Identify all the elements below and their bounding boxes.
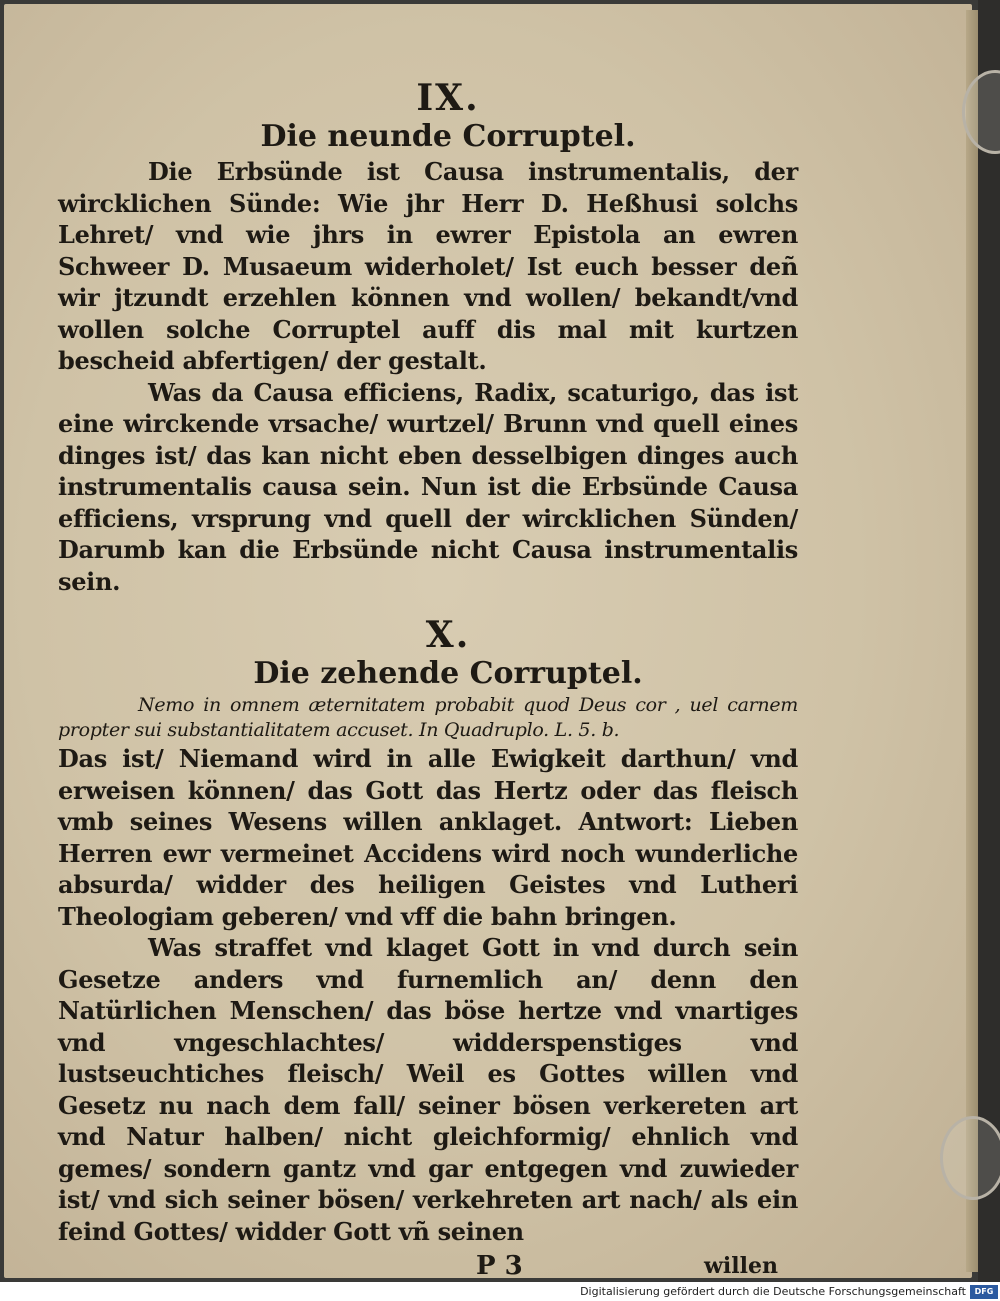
section-ix-paragraph-1: Die Erbsünde ist Causa instrumentalis, der wircklichen Sünde: Wie jhr Herr D. Heßhusi solchs Lehret/ vnd wie jhrs in ewrer Epistola an ewren Schweer D. Musaeum widerholet/ Ist euch besser deñ wir jtzundt erzehlen können vnd wollen/ bekandt/vnd wollen solche Corruptel auff dis mal mit kurtzen bescheid abfertigen/ der gestalt. xyxy=(58,157,798,375)
dfg-logo: DFG xyxy=(970,1285,998,1299)
latin-quotation: Nemo in omnem æternitatem probabit quod Deus cor , uel carnem propter sui substantialitatem accuset. In Quadruplo. L. 5. b. xyxy=(58,694,798,741)
section-ix-number: IX. xyxy=(416,77,480,119)
section-x-paragraph-2: Was straffet vnd klaget Gott in vnd durch sein Gesetze anders vnd furnemlich an/ denn den Natürlichen Menschen/ das böse hertze vnd vnartiges vnd vngeschlachtes/ widderspenstiges vnd lustseuchtiches fleisch/ Weil es Gottes willen vnd Gesetz nu nach dem fall/ seiner bösen verkereten art vnd Natur halben/ nicht gleichformig/ ehnlich vnd gemes/ sondern gantz vnd gar entgegen vnd zuwieder ist/ vnd sich seiner bösen/ verkehreten art nach/ als ein feind Gottes/ widder Gott vñ seinen xyxy=(58,933,798,1246)
signature-mark: P 3 xyxy=(476,1251,523,1281)
section-x-number: X. xyxy=(425,614,471,656)
section-ix-paragraph-2: Was da Causa efficiens, Radix, scaturigo, das ist eine wirckende vrsache/ wurtzel/ Brunn vnd quell eines dinges ist/ das kan nicht eben desselbigen dinges auch instrumentalis causa sein. Nun ist die Erbsünde Causa efficiens, vrsprung vnd quell der wircklichen Sünden/ Darumb kan die Erbsünde nicht Causa instrumentalis sein. xyxy=(58,377,798,596)
page-footer xyxy=(58,1251,798,1282)
section-ix-title: Die neunde Corruptel. xyxy=(260,119,636,154)
page-gutter-shadow xyxy=(978,0,1000,1282)
catchword: willen xyxy=(703,1253,778,1279)
funding-credit: Digitalisierung gefördert durch die Deutsche Forschungsgemeinschaft xyxy=(580,1285,966,1298)
page-text xyxy=(58,78,798,1282)
page-edge xyxy=(966,10,978,1272)
binding-ring-bottom xyxy=(940,1116,1000,1200)
section-x-paragraph-1: Das ist/ Niemand wird in alle Ewigkeit darthun/ vnd erweisen können/ das Gott das Hertz oder das fleisch vmb seines Wesens willen anklaget. Antwort: Lieben Herren ewr vermeinet Accidens wird noch wunderliche absurda/ widder des heiligen Geistes vnd Lutheri Theologiam geberen/ vnd vff die bahn bringen. xyxy=(58,744,798,931)
section-x-title: Die zehende Corruptel. xyxy=(253,656,643,691)
